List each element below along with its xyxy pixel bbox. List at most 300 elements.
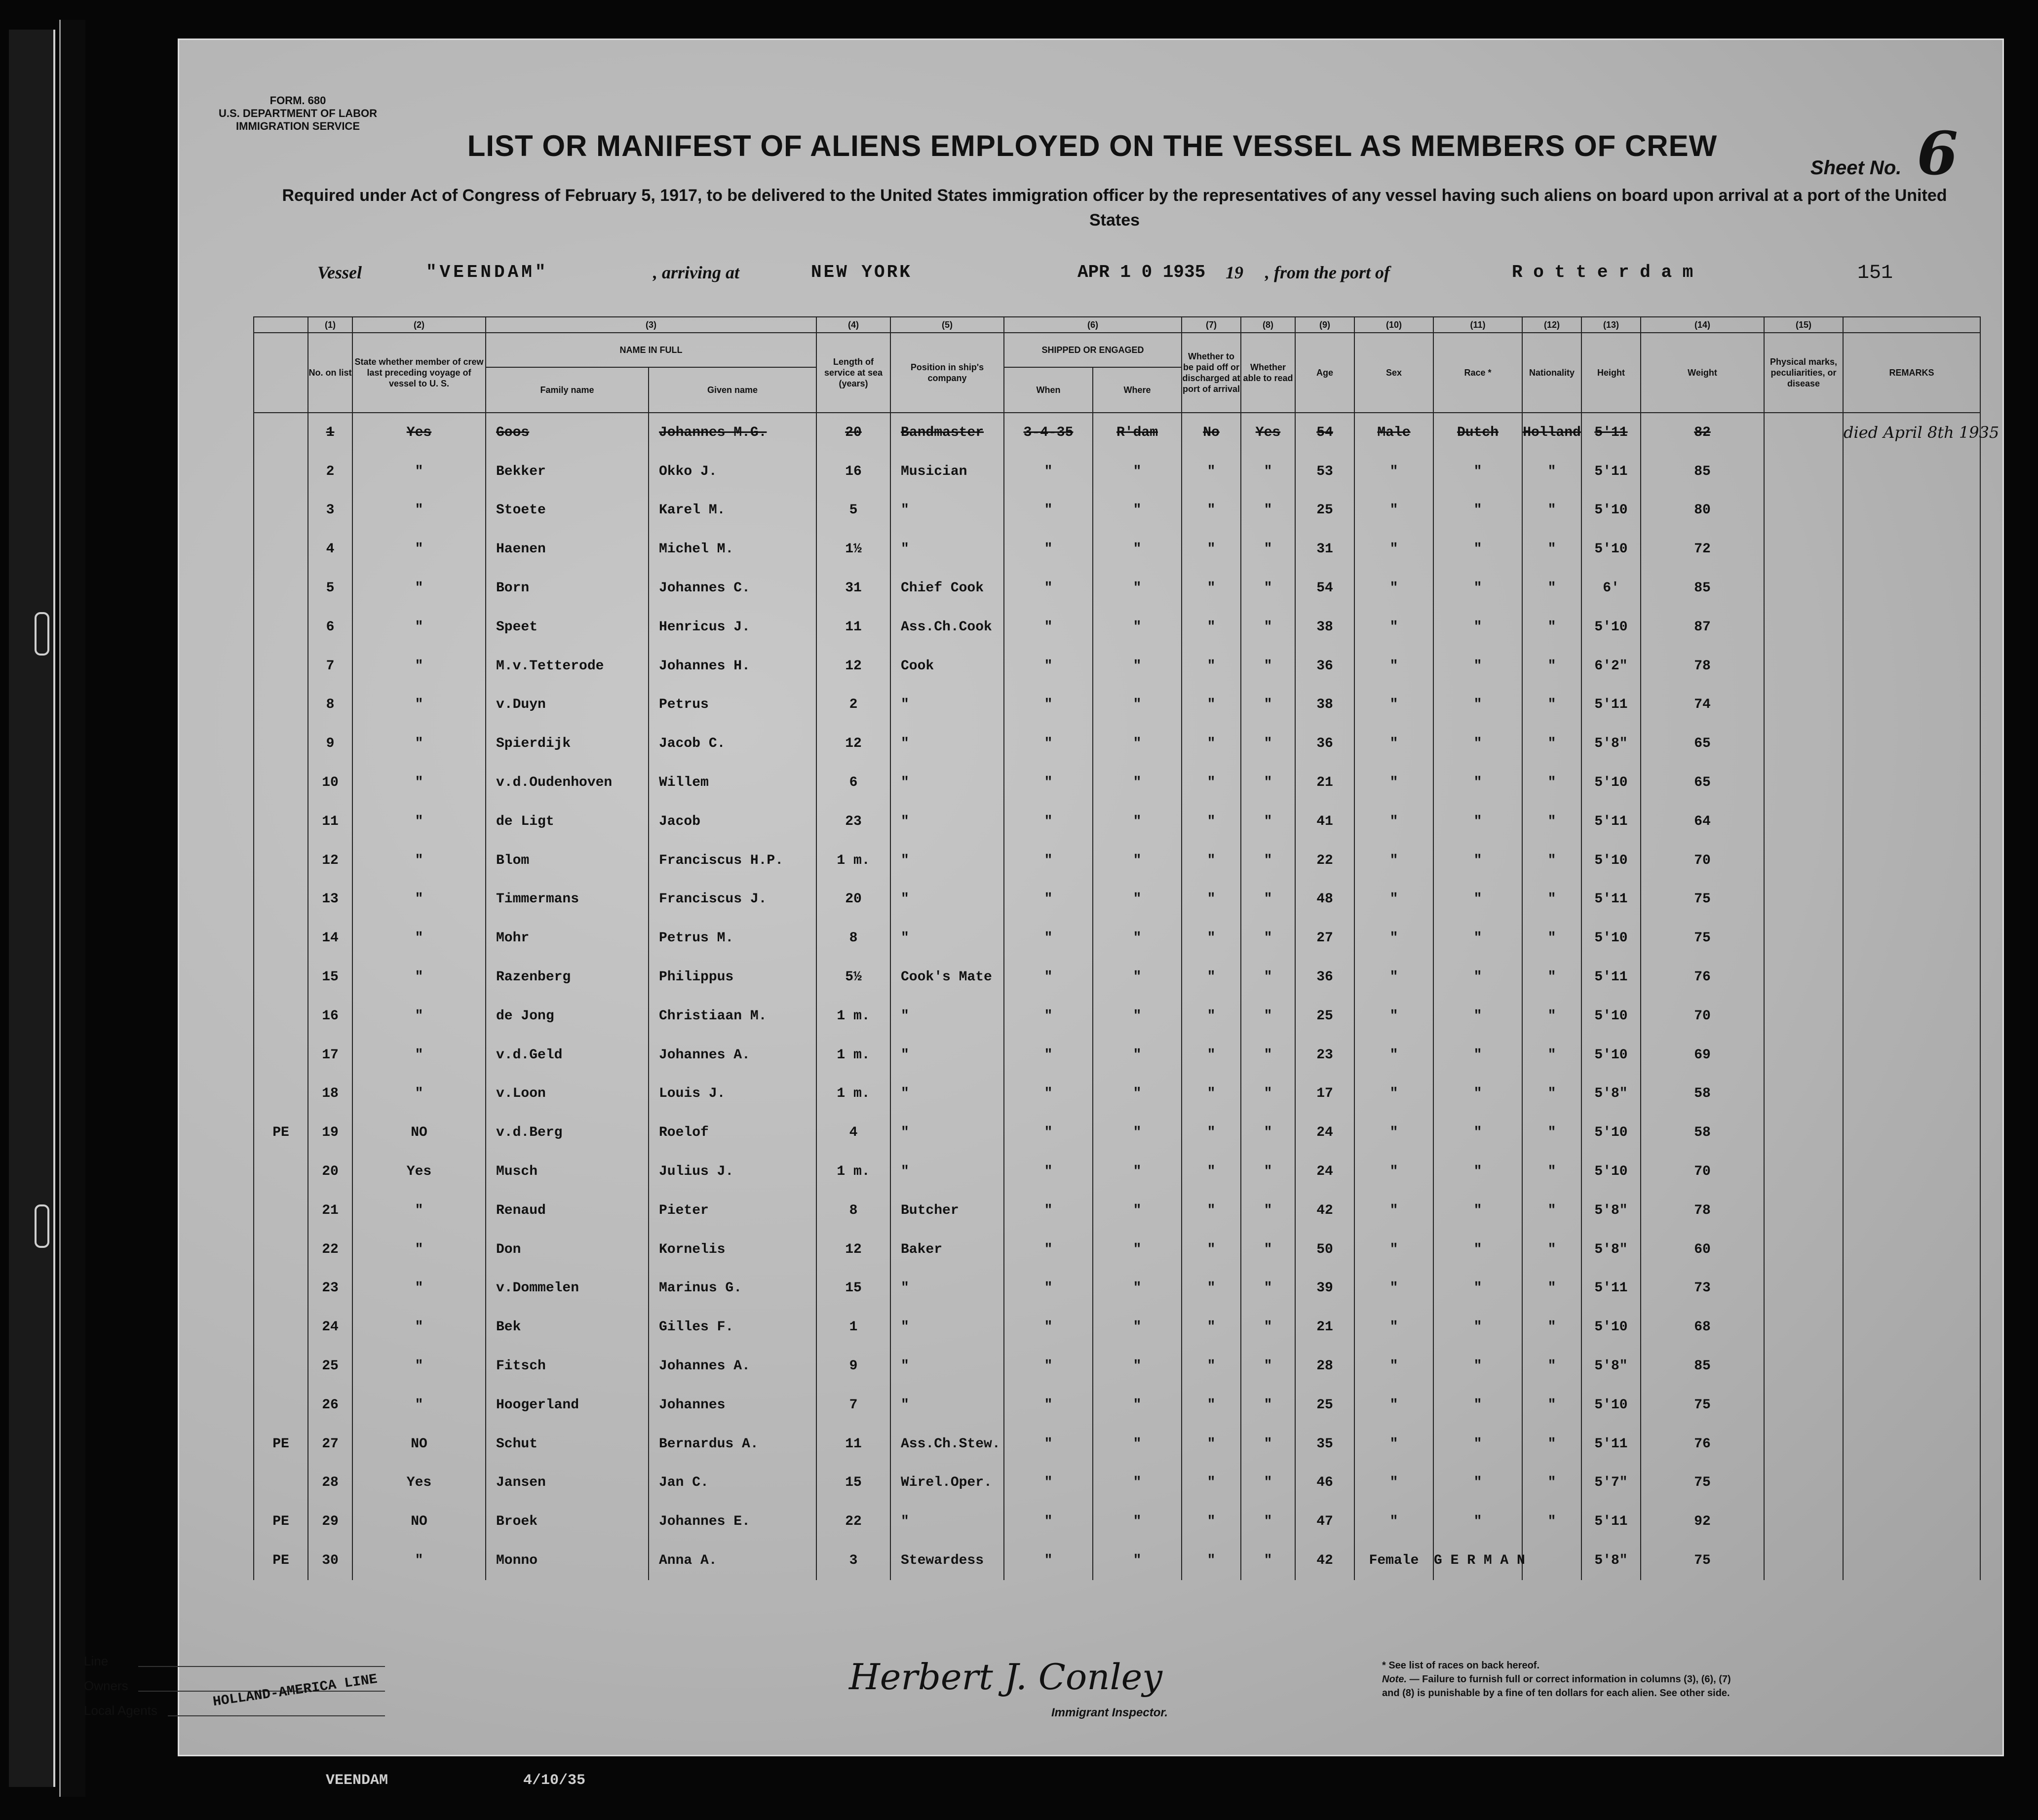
cell-position: " (890, 1386, 1004, 1425)
cell-read: " (1241, 1075, 1295, 1114)
cell-sex: " (1354, 1464, 1433, 1503)
cell-no: 27 (308, 1425, 352, 1464)
cell-no: 3 (308, 491, 352, 530)
cell-age: 27 (1295, 919, 1354, 958)
cell-where: " (1093, 1541, 1182, 1580)
cell-when: " (1004, 1386, 1093, 1425)
cell-height: 5'11 (1581, 413, 1641, 452)
cell-length: 1 m. (816, 1036, 890, 1075)
cell-no: 30 (308, 1541, 352, 1580)
cell-paid: " (1182, 724, 1241, 763)
cell-mark (254, 1036, 308, 1075)
cell-age: 24 (1295, 1152, 1354, 1191)
vessel-label: Vessel (317, 263, 362, 282)
column-number: (1) (308, 317, 352, 333)
cell-length: 7 (816, 1386, 890, 1425)
cell-paid: " (1182, 1464, 1241, 1503)
sheet-number-value: 6 (1917, 119, 1958, 189)
cell-family: Haenen (486, 530, 649, 569)
cell-when: " (1004, 763, 1093, 802)
cell-member: " (352, 452, 486, 491)
cell-when: " (1004, 569, 1093, 608)
cell-mark (254, 763, 308, 802)
cell-given: Jacob (649, 802, 816, 841)
header-remarks: REMARKS (1843, 333, 1980, 413)
header-member-of-crew: State whether member of crew last preceding voyage of vessel to U. S. (352, 333, 486, 413)
cell-length: 12 (816, 1230, 890, 1269)
strip-date: 4/10/35 (523, 1772, 586, 1789)
strip-vessel-name: VEENDAM (326, 1772, 388, 1789)
header-no-on-list: No. on list (308, 333, 352, 413)
film-bottom-strip (178, 1767, 2004, 1797)
cell-mark: PE (254, 1425, 308, 1464)
cell-no: 6 (308, 608, 352, 647)
cell-nat: " (1522, 1502, 1581, 1541)
manifest-number: 151 (1857, 262, 1893, 284)
cell-nat: " (1522, 841, 1581, 880)
cell-nat: " (1522, 763, 1581, 802)
cell-height: 5'11 (1581, 1425, 1641, 1464)
cell-paid: " (1182, 608, 1241, 647)
cell-member: " (352, 1541, 486, 1580)
cell-weight: 78 (1641, 647, 1764, 686)
cell-sex: " (1354, 1113, 1433, 1152)
cell-read: " (1241, 608, 1295, 647)
cell-member: " (352, 724, 486, 763)
cell-no: 22 (308, 1230, 352, 1269)
cell-when: " (1004, 1036, 1093, 1075)
cell-member: " (352, 1075, 486, 1114)
cell-height: 5'8" (1581, 1075, 1641, 1114)
header-race: Race * (1433, 333, 1522, 413)
cell-length: 4 (816, 1113, 890, 1152)
cell-height: 6'2" (1581, 647, 1641, 686)
cell-height: 5'8" (1581, 1347, 1641, 1386)
cell-family: Don (486, 1230, 649, 1269)
cell-marks (1764, 491, 1843, 530)
cell-family: Fitsch (486, 1347, 649, 1386)
cell-race: " (1433, 802, 1522, 841)
year-label: 19 (1226, 263, 1243, 282)
cell-given: Marinus G. (649, 1269, 816, 1308)
cell-read: " (1241, 958, 1295, 997)
cell-race: " (1433, 763, 1522, 802)
cell-paid: " (1182, 1191, 1241, 1230)
cell-age: 22 (1295, 841, 1354, 880)
cell-read: " (1241, 1113, 1295, 1152)
cell-member: " (352, 530, 486, 569)
cell-remarks (1843, 763, 1980, 802)
cell-read: " (1241, 1230, 1295, 1269)
cell-where: " (1093, 686, 1182, 725)
cell-nat: " (1522, 1464, 1581, 1503)
cell-position: " (890, 880, 1004, 919)
cell-mark: PE (254, 1541, 308, 1580)
cell-where: " (1093, 530, 1182, 569)
cell-age: 42 (1295, 1191, 1354, 1230)
cell-read: " (1241, 647, 1295, 686)
cell-weight: 70 (1641, 841, 1764, 880)
cell-when: " (1004, 452, 1093, 491)
cell-remarks (1843, 1541, 1980, 1580)
column-number: (2) (352, 317, 486, 333)
cell-age: 36 (1295, 647, 1354, 686)
cell-mark (254, 919, 308, 958)
cell-height: 5'10 (1581, 608, 1641, 647)
table-row (254, 1502, 1980, 1541)
cell-family: Jansen (486, 1464, 649, 1503)
cell-paid: " (1182, 491, 1241, 530)
column-number: (6) (1004, 317, 1182, 333)
cell-height: 5'11 (1581, 452, 1641, 491)
cell-paid: " (1182, 686, 1241, 725)
cell-marks (1764, 1425, 1843, 1464)
cell-member: " (352, 1230, 486, 1269)
cell-marks (1764, 1036, 1843, 1075)
cell-marks (1764, 452, 1843, 491)
cell-family: Schut (486, 1425, 649, 1464)
cell-sex: Female (1354, 1541, 1433, 1580)
cell-weight: 75 (1641, 880, 1764, 919)
cell-family: Renaud (486, 1191, 649, 1230)
cell-read: " (1241, 763, 1295, 802)
cell-position: " (890, 763, 1004, 802)
cell-remarks (1843, 491, 1980, 530)
cell-no: 29 (308, 1502, 352, 1541)
table-row (254, 647, 1980, 686)
cell-race: " (1433, 724, 1522, 763)
cell-marks (1764, 958, 1843, 997)
cell-read: " (1241, 1191, 1295, 1230)
cell-where: " (1093, 1502, 1182, 1541)
cell-where: " (1093, 1464, 1182, 1503)
cell-length: 12 (816, 724, 890, 763)
cell-paid: No (1182, 413, 1241, 452)
header-age: Age (1295, 333, 1354, 413)
cell-race: " (1433, 452, 1522, 491)
cell-where: " (1093, 958, 1182, 997)
cell-nat: " (1522, 919, 1581, 958)
cell-given: Willem (649, 763, 816, 802)
cell-family: v.Duyn (486, 686, 649, 725)
cell-height: 6' (1581, 569, 1641, 608)
cell-mark (254, 686, 308, 725)
cell-paid: " (1182, 452, 1241, 491)
cell-position: Musician (890, 452, 1004, 491)
cell-read: " (1241, 452, 1295, 491)
cell-nat: " (1522, 1386, 1581, 1425)
cell-age: 54 (1295, 413, 1354, 452)
cell-age: 41 (1295, 802, 1354, 841)
cell-height: 5'10 (1581, 997, 1641, 1036)
cell-nat: " (1522, 452, 1581, 491)
cell-marks (1764, 997, 1843, 1036)
cell-weight: 87 (1641, 608, 1764, 647)
header-able-to-read: Whether able to read (1241, 333, 1295, 413)
punch-hole (35, 1204, 49, 1248)
cell-sex: " (1354, 1036, 1433, 1075)
cell-where: " (1093, 1386, 1182, 1425)
cell-no: 18 (308, 1075, 352, 1114)
cell-family: Speet (486, 608, 649, 647)
cell-mark (254, 1386, 308, 1425)
cell-paid: " (1182, 1308, 1241, 1347)
cell-nat: " (1522, 997, 1581, 1036)
cell-no: 23 (308, 1269, 352, 1308)
cell-member: " (352, 1308, 486, 1347)
cell-age: 47 (1295, 1502, 1354, 1541)
column-number: (15) (1764, 317, 1843, 333)
cell-given: Johannes A. (649, 1036, 816, 1075)
service-name: IMMIGRATION SERVICE (236, 120, 360, 132)
arrival-date-stamp: APR 1 0 1935 (1077, 262, 1206, 282)
document-title: LIST OR MANIFEST OF ALIENS EMPLOYED ON THE VESSEL AS MEMBERS OF CREW (467, 129, 1718, 162)
cell-when: " (1004, 491, 1093, 530)
cell-marks (1764, 1191, 1843, 1230)
cell-remarks (1843, 1191, 1980, 1230)
cell-given: Anna A. (649, 1541, 816, 1580)
table-row (254, 1308, 1980, 1347)
cell-weight: 80 (1641, 491, 1764, 530)
inspector-signature: Herbert J. Conley (849, 1656, 1162, 1698)
cell-when: " (1004, 1464, 1093, 1503)
cell-remarks: died April 8th 1935 (1843, 413, 1980, 452)
table-row (254, 1191, 1980, 1230)
header-sex: Sex (1354, 333, 1433, 413)
cell-member: " (352, 958, 486, 997)
cell-sex: " (1354, 1191, 1433, 1230)
cell-remarks (1843, 686, 1980, 725)
cell-age: 38 (1295, 686, 1354, 725)
cell-no: 5 (308, 569, 352, 608)
cell-sex: " (1354, 452, 1433, 491)
header-physical-marks: Physical marks, peculiarities, or disease (1764, 333, 1843, 413)
cell-member: " (352, 880, 486, 919)
cell-nat: " (1522, 608, 1581, 647)
cell-sex: " (1354, 1347, 1433, 1386)
cell-read: " (1241, 1269, 1295, 1308)
cell-nat: " (1522, 1191, 1581, 1230)
cell-remarks (1843, 647, 1980, 686)
cell-read: " (1241, 802, 1295, 841)
cell-read: " (1241, 1036, 1295, 1075)
column-number: (14) (1641, 317, 1764, 333)
cell-weight: 92 (1641, 1502, 1764, 1541)
cell-height: 5'11 (1581, 958, 1641, 997)
cell-race: " (1433, 1502, 1522, 1541)
cell-member: " (352, 919, 486, 958)
cell-race: " (1433, 1036, 1522, 1075)
film-edge-strip-inner (59, 20, 85, 1797)
cell-where: " (1093, 491, 1182, 530)
cell-height: 5'11 (1581, 802, 1641, 841)
cell-remarks (1843, 608, 1980, 647)
cell-mark (254, 997, 308, 1036)
cell-given: Franciscus H.P. (649, 841, 816, 880)
cell-position: Ass.Ch.Cook (890, 608, 1004, 647)
cell-marks (1764, 1386, 1843, 1425)
cell-race: " (1433, 1347, 1522, 1386)
cell-no: 16 (308, 997, 352, 1036)
cell-when: " (1004, 958, 1093, 997)
cell-where: " (1093, 1191, 1182, 1230)
cell-weight: 65 (1641, 724, 1764, 763)
cell-height: 5'7" (1581, 1464, 1641, 1503)
cell-read: " (1241, 1386, 1295, 1425)
cell-marks (1764, 1502, 1843, 1541)
cell-marks (1764, 1308, 1843, 1347)
cell-position: Ass.Ch.Stew. (890, 1425, 1004, 1464)
cell-position: " (890, 530, 1004, 569)
cell-marks (1764, 802, 1843, 841)
header-shipped-or-engaged: SHIPPED OR ENGAGED (1004, 333, 1182, 367)
cell-length: 8 (816, 919, 890, 958)
manifest-sheet (178, 39, 2004, 1756)
cell-race: " (1433, 1191, 1522, 1230)
cell-no: 24 (308, 1308, 352, 1347)
cell-position: " (890, 1347, 1004, 1386)
cell-where: " (1093, 997, 1182, 1036)
cell-sex: " (1354, 919, 1433, 958)
cell-position: " (890, 491, 1004, 530)
cell-given: Gilles F. (649, 1308, 816, 1347)
cell-when: " (1004, 802, 1093, 841)
table-row (254, 919, 1980, 958)
cell-family: Bek (486, 1308, 649, 1347)
cell-where: " (1093, 647, 1182, 686)
cell-sex: " (1354, 686, 1433, 725)
header-position: Position in ship's company (890, 333, 1004, 413)
cell-mark (254, 1230, 308, 1269)
cell-mark (254, 491, 308, 530)
cell-when: " (1004, 1308, 1093, 1347)
cell-height: 5'8" (1581, 1191, 1641, 1230)
cell-sex: " (1354, 997, 1433, 1036)
owners-label: Owners (84, 1678, 128, 1693)
cell-race: " (1433, 1308, 1522, 1347)
cell-no: 4 (308, 530, 352, 569)
cell-height: 5'8" (1581, 1230, 1641, 1269)
cell-height: 5'8" (1581, 1541, 1641, 1580)
cell-marks (1764, 1075, 1843, 1114)
cell-member: " (352, 608, 486, 647)
cell-paid: " (1182, 1230, 1241, 1269)
cell-weight: 85 (1641, 1347, 1764, 1386)
cell-sex: " (1354, 530, 1433, 569)
cell-where: " (1093, 1075, 1182, 1114)
cell-given: Philippus (649, 958, 816, 997)
cell-when: " (1004, 530, 1093, 569)
cell-remarks (1843, 1347, 1980, 1386)
cell-length: 15 (816, 1269, 890, 1308)
cell-height: 5'10 (1581, 763, 1641, 802)
cell-race: " (1433, 530, 1522, 569)
cell-read: " (1241, 1464, 1295, 1503)
cell-age: 42 (1295, 1541, 1354, 1580)
cell-remarks (1843, 1386, 1980, 1425)
cell-given: Okko J. (649, 452, 816, 491)
cell-nat: " (1522, 1036, 1581, 1075)
cell-sex: Male (1354, 413, 1433, 452)
column-number: (7) (1182, 317, 1241, 333)
cell-length: 20 (816, 413, 890, 452)
document-subtitle: Required under Act of Congress of February 5, 1917, to be delivered to the United States immigration officer by the representatives of any vessel having such aliens on board upon arrival at a port of the United States (282, 186, 1947, 230)
cell-where: " (1093, 1308, 1182, 1347)
cell-position: Chief Cook (890, 569, 1004, 608)
cell-mark (254, 608, 308, 647)
cell-given: Julius J. (649, 1152, 816, 1191)
cell-paid: " (1182, 530, 1241, 569)
cell-position: " (890, 1036, 1004, 1075)
line-rule (138, 1666, 385, 1667)
cell-race: " (1433, 1152, 1522, 1191)
line-stamp: HOLLAND-AMERICA LINE (212, 1671, 379, 1710)
cell-sex: " (1354, 608, 1433, 647)
cell-marks (1764, 919, 1843, 958)
cell-sex: " (1354, 880, 1433, 919)
cell-read: " (1241, 919, 1295, 958)
cell-weight: 70 (1641, 997, 1764, 1036)
cell-nat (1522, 1541, 1581, 1580)
cell-race: " (1433, 841, 1522, 880)
cell-age: 28 (1295, 1347, 1354, 1386)
cell-age: 24 (1295, 1113, 1354, 1152)
table-row (254, 569, 1980, 608)
cell-member: " (352, 569, 486, 608)
cell-race: " (1433, 686, 1522, 725)
cell-remarks (1843, 1269, 1980, 1308)
cell-where: " (1093, 1425, 1182, 1464)
table-row (254, 958, 1980, 997)
cell-marks (1764, 686, 1843, 725)
cell-age: 21 (1295, 1308, 1354, 1347)
cell-length: 5½ (816, 958, 890, 997)
cell-sex: " (1354, 1269, 1433, 1308)
cell-read: " (1241, 880, 1295, 919)
cell-given: Bernardus A. (649, 1425, 816, 1464)
cell-paid: " (1182, 1502, 1241, 1541)
cell-weight: 85 (1641, 452, 1764, 491)
cell-member: " (352, 1386, 486, 1425)
column-number: (4) (816, 317, 890, 333)
cell-marks (1764, 1347, 1843, 1386)
cell-family: Bekker (486, 452, 649, 491)
cell-sex: " (1354, 1386, 1433, 1425)
cell-weight: 65 (1641, 763, 1764, 802)
cell-family: Blom (486, 841, 649, 880)
cell-position: " (890, 724, 1004, 763)
cell-paid: " (1182, 802, 1241, 841)
cell-length: 3 (816, 1541, 890, 1580)
cell-no: 20 (308, 1152, 352, 1191)
cell-given: Johannes C. (649, 569, 816, 608)
cell-marks (1764, 1113, 1843, 1152)
cell-nat: " (1522, 880, 1581, 919)
line-label: Line (84, 1654, 109, 1668)
cell-no: 12 (308, 841, 352, 880)
cell-race: " (1433, 647, 1522, 686)
cell-member: " (352, 802, 486, 841)
cell-remarks (1843, 802, 1980, 841)
cell-length: 1 m. (816, 997, 890, 1036)
cell-mark (254, 1308, 308, 1347)
cell-length: 16 (816, 452, 890, 491)
cell-age: 31 (1295, 530, 1354, 569)
note-label: Note. (1382, 1674, 1407, 1685)
vessel-name: "VEENDAM" (426, 262, 549, 282)
cell-length: 1 m. (816, 841, 890, 880)
table-row (254, 1347, 1980, 1386)
